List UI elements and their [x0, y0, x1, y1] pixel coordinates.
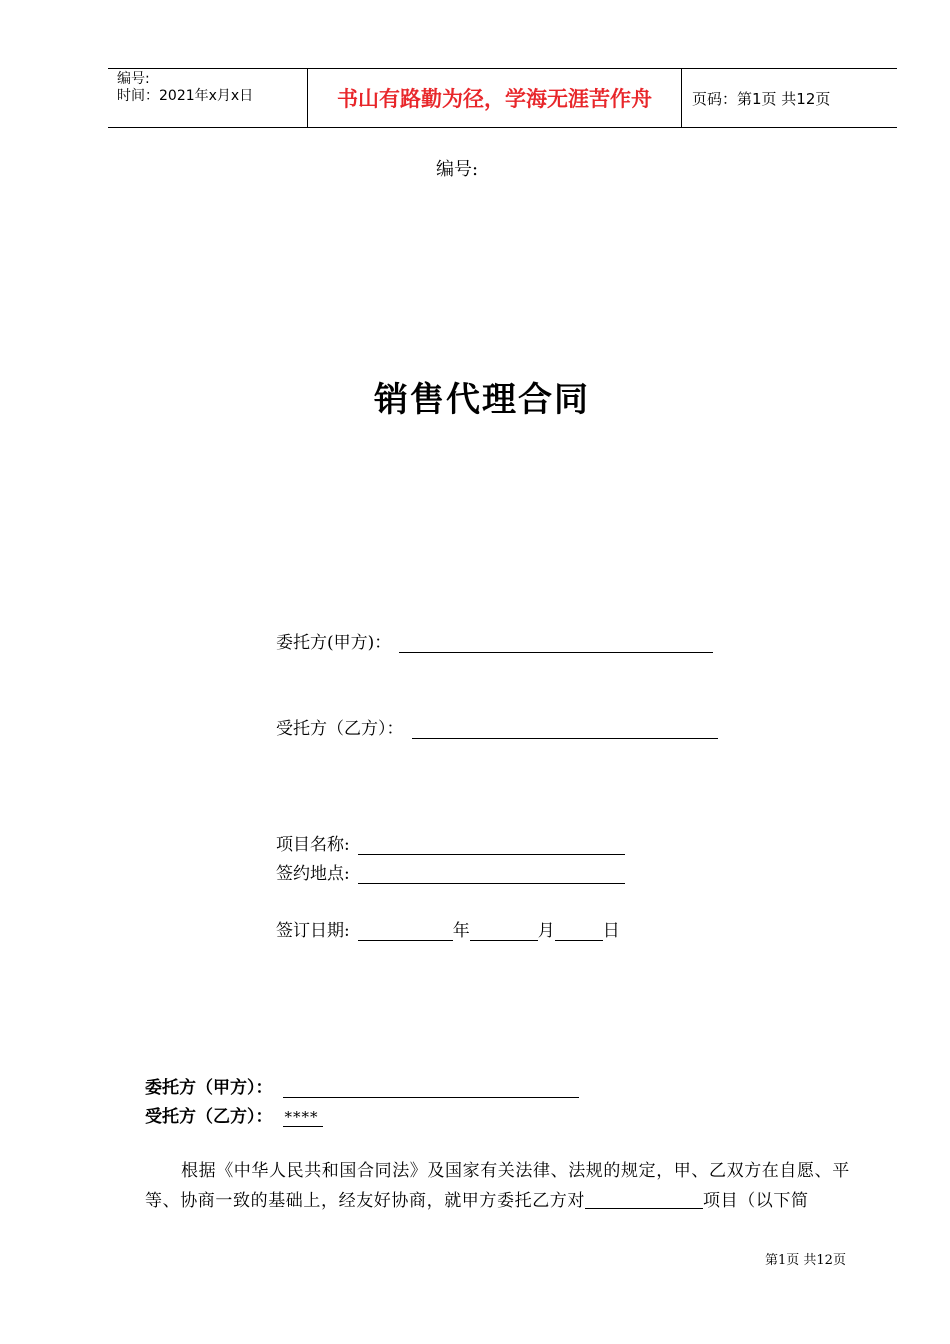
paragraph-project-blank[interactable] — [585, 1190, 703, 1209]
agent-field-label: 受托方（乙方）： — [276, 719, 404, 739]
date-month-label: 月 — [537, 921, 555, 941]
paragraph-text-1: 根据《中华人民共和国合同法》及国家有关法律、法规的规定，甲、乙双方在自愿、平等、协商一致的基础上，经友好协商，就甲方委托乙方对 — [145, 1161, 850, 1211]
project-field-blank[interactable] — [358, 836, 625, 855]
location-field-blank[interactable] — [358, 865, 625, 884]
date-year-label: 年 — [452, 921, 470, 941]
header-page-label: 页码：第1页 共12页 — [692, 89, 831, 108]
client-field-blank[interactable] — [399, 634, 713, 653]
date-day-blank[interactable] — [555, 922, 603, 941]
header-time-label: 时间：2021年x月x日 — [117, 88, 254, 104]
date-field — [276, 916, 620, 941]
party-agent — [145, 1102, 323, 1127]
date-month-blank[interactable] — [470, 922, 538, 941]
header-meta — [108, 69, 308, 127]
contract-intro-paragraph — [145, 1156, 865, 1216]
header-number-label: 编号: — [117, 71, 150, 87]
date-day-label: 日 — [602, 921, 620, 941]
doc-number-label: 编号: — [436, 159, 479, 180]
page-header — [108, 68, 897, 128]
agent-field-blank[interactable] — [412, 720, 718, 739]
date-field-label: 签订日期: — [276, 921, 350, 941]
location-field — [276, 859, 625, 884]
party-agent-label: 受托方（乙方）： — [145, 1107, 273, 1127]
party-client-blank[interactable] — [283, 1079, 579, 1098]
paragraph-text-2: 项目（以下简 — [703, 1191, 809, 1211]
header-motto: 书山有路勤为径，学海无涯苦作舟 — [308, 69, 682, 127]
client-field — [276, 628, 713, 653]
project-field — [276, 830, 625, 855]
agent-field — [276, 714, 718, 739]
date-year-blank[interactable] — [358, 922, 453, 941]
client-field-label: 委托方(甲方)： — [276, 633, 392, 653]
party-client-label: 委托方（甲方）： — [145, 1078, 273, 1098]
location-field-label: 签约地点: — [276, 864, 350, 884]
project-field-label: 项目名称: — [276, 835, 350, 855]
page-footer: 第1页 共12页 — [765, 1253, 846, 1268]
party-client — [145, 1073, 579, 1098]
page-title: 销售代理合同 — [374, 380, 590, 420]
party-agent-value: **** — [283, 1108, 323, 1127]
